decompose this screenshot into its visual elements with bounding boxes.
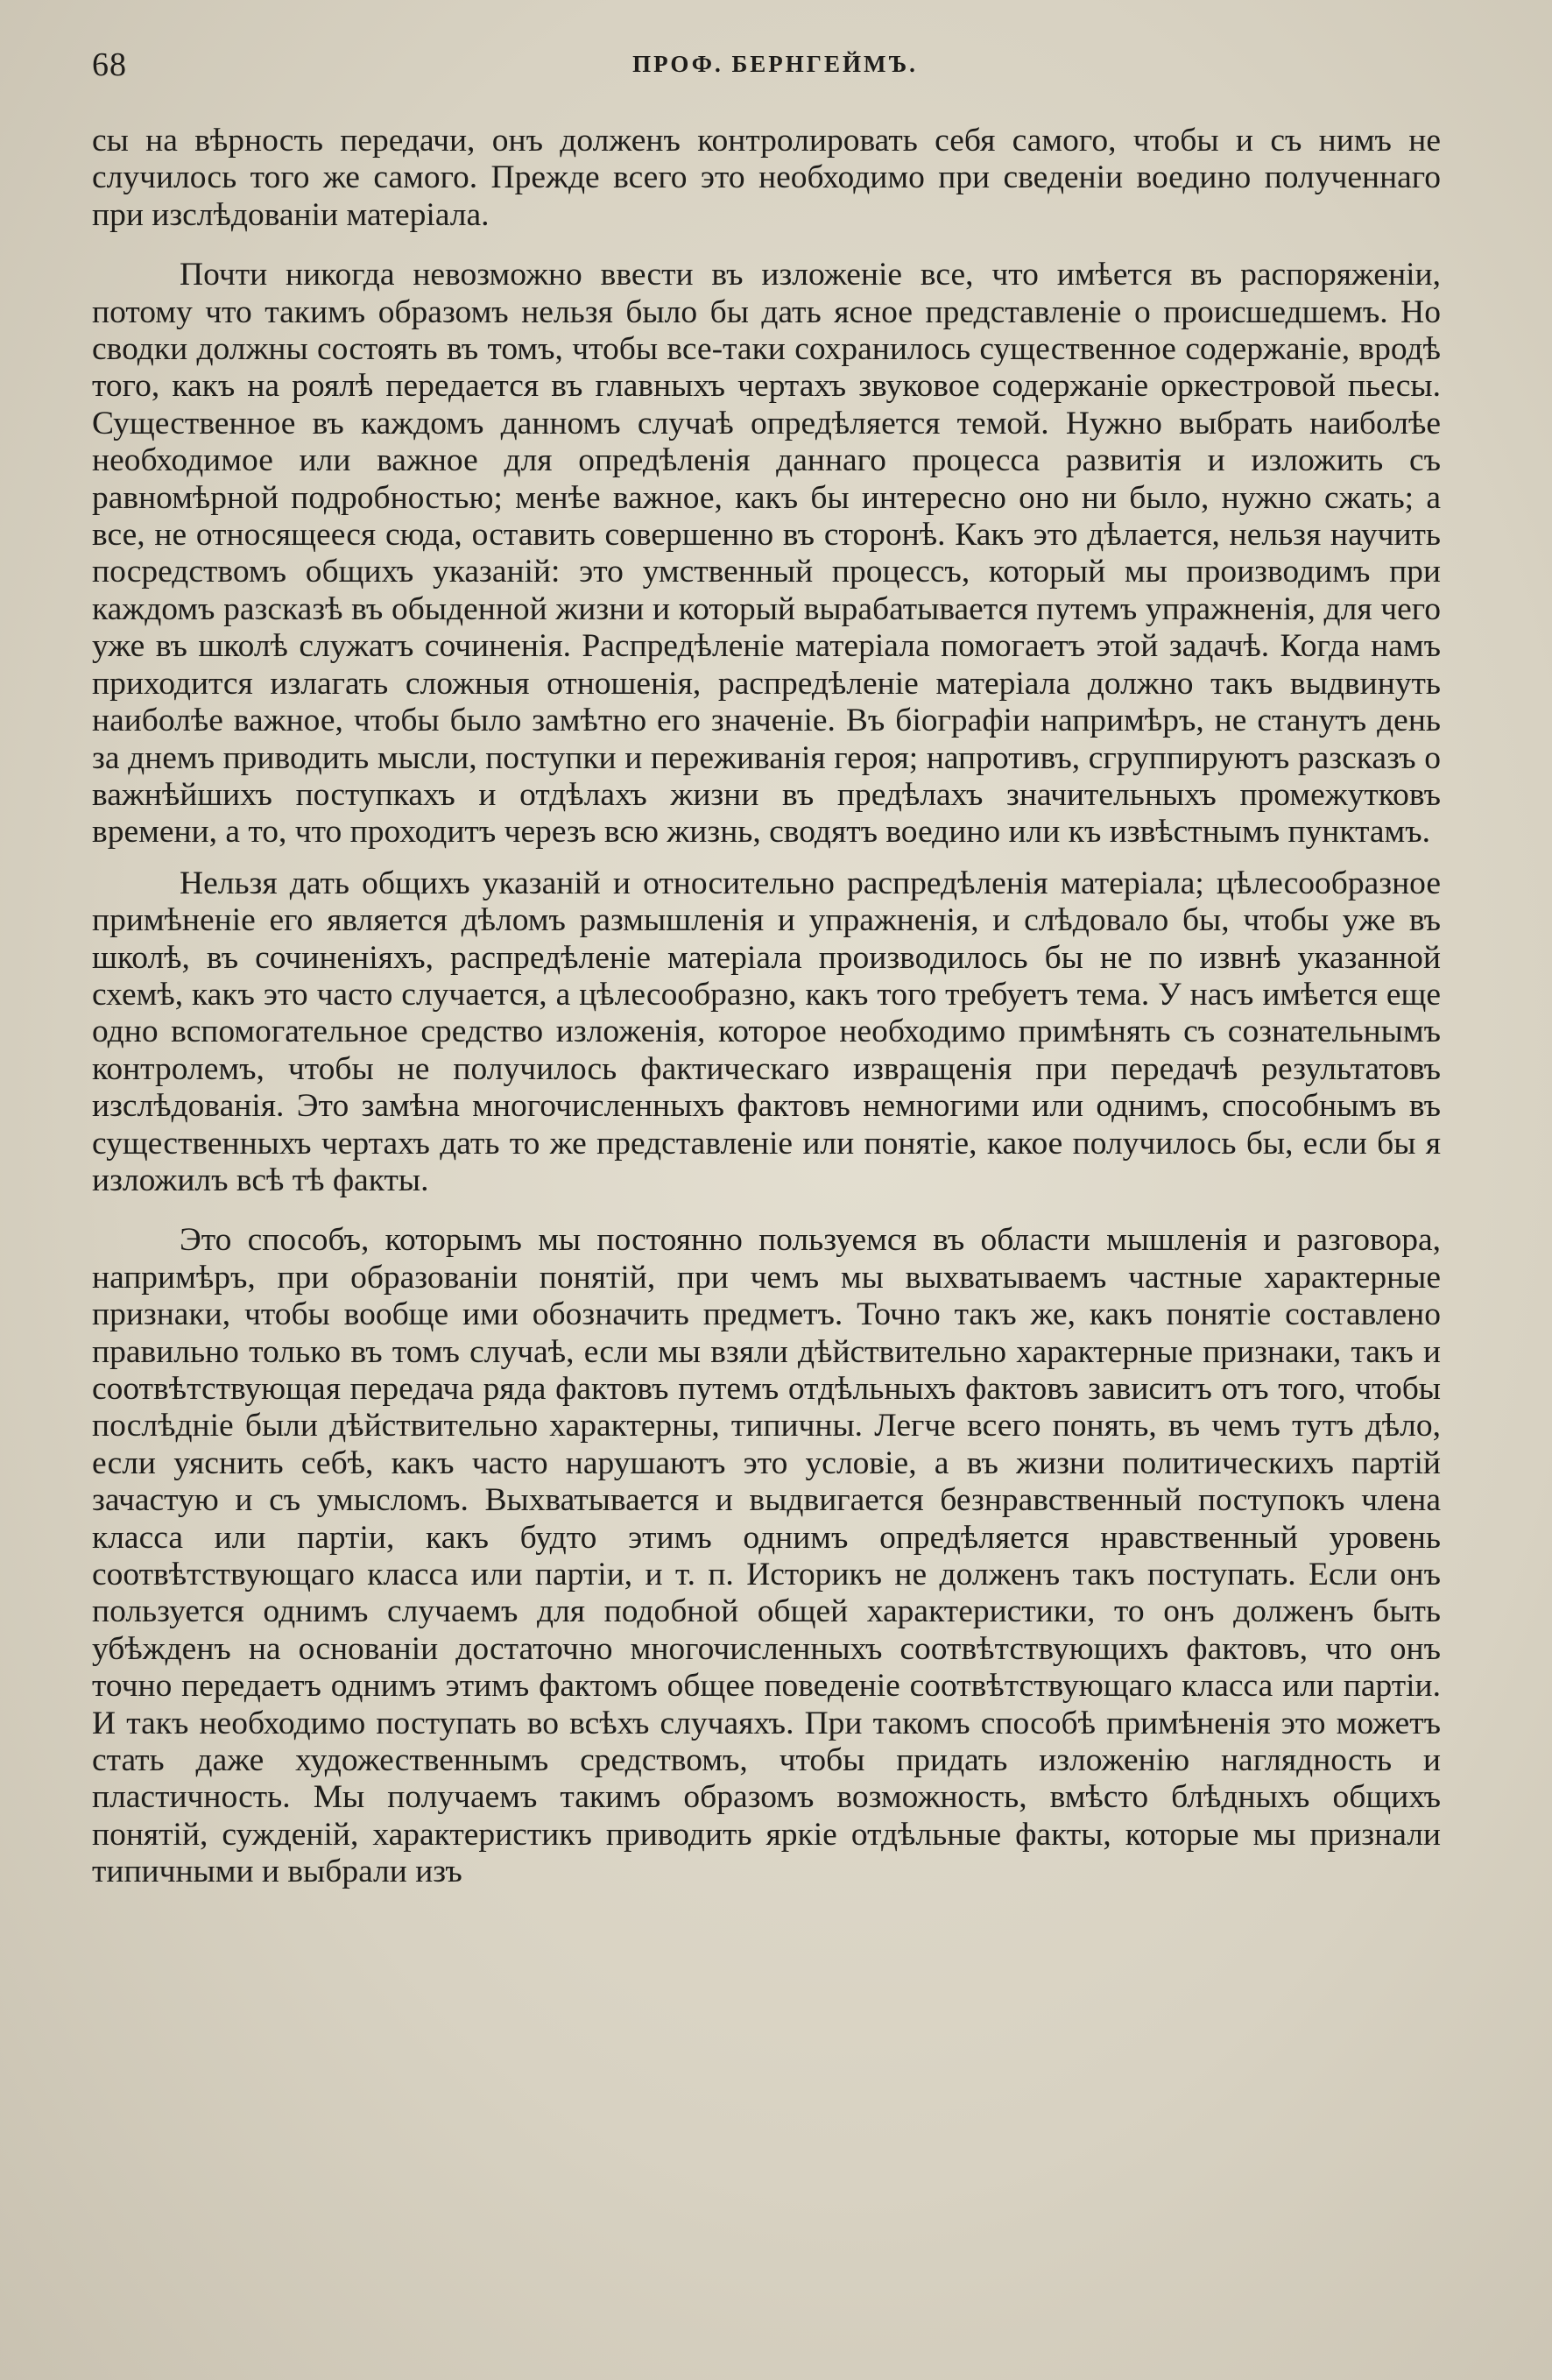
running-head: ПРОФ. БЕРНГЕЙМЪ. [632,51,918,77]
paragraph-4: Это способъ, которымъ мы постоянно пользуемся въ области мышленія и разговора, напримѣръ, при образованіи понятій, при чемъ мы выхватываемъ частные характерные признаки, чтобы вообще ими обозначить предметъ. Точно такъ же, какъ понятіе составлено правильно только въ томъ случаѣ, если мы взяли дѣйствительно характерные признаки, такъ и соотвѣтствующая передача ряда фактовъ путемъ отдѣльныхъ фактовъ зависитъ отъ того, чтобы послѣдніе были дѣйствительно характерны, типичны. Легче всего понять, въ чемъ тутъ дѣло, если уяснить себѣ, какъ часто нарушаютъ это условіе, а въ жизни политическихъ партій зачастую и съ умысломъ. Выхватывается и выдвигается безнравственный поступокъ члена класса или партіи, какъ будто этимъ однимъ опредѣляется нравственный уровень соотвѣтствующаго класса или партіи, и т. п. Историкъ не долженъ такъ поступать. Если онъ пользуется однимъ случаемъ для подобной общей характеристики, то онъ долженъ быть убѣжденъ на основаніи достаточно многочисленныхъ соотвѣтствующихъ фактовъ, что онъ точно передаетъ однимъ этимъ фактомъ общее поведеніе соотвѣтствующаго класса или партіи. И такъ необходимо поступать во всѣхъ случаяхъ. При такомъ способѣ примѣненія это можетъ стать даже художественнымъ средствомъ, чтобы придать изложенію наглядность и пластичность. Мы получаемъ такимъ образомъ возможность, вмѣсто блѣдныхъ общихъ понятій, сужденій, характеристикъ приводить яркіе отдѣльные факты, которые мы признали типичными и выбрали изъ [92,1222,1441,1890]
page-header [92,46,1458,89]
paragraph-3: Нельзя дать общихъ указаній и относительно распредѣленія матеріала; цѣлесообразное примѣненіе его является дѣломъ размышленія и упражненія, и слѣдовало бы, чтобы уже въ школѣ, въ сочиненіяхъ, распредѣленіе матеріала производилось бы не по извнѣ указанной схемѣ, какъ это часто случается, а цѣлесообразно, какъ того требуетъ тема. У насъ имѣется еще одно вспомогательное средство изложенія, которое необходимо примѣнять съ сознательнымъ контролемъ, чтобы не получилось фактическаго извращенія при передачѣ результатовъ изслѣдованія. Это замѣна многочисленныхъ фактовъ немногими или однимъ, способнымъ въ существенныхъ чертахъ дать то же представленіе или понятіе, какое получилось бы, если бы я изложилъ всѣ тѣ факты. [92,865,1441,1198]
page-number: 68 [92,46,127,83]
body-text [92,123,1441,1891]
paragraph-1: сы на вѣрность передачи, онъ долженъ контролировать себя самого, чтобы и съ нимъ не случилось того же самого. Прежде всего это необходимо при сведеніи воедино полученнаго при изслѣдованіи матеріала. [92,123,1441,233]
paragraph-2: Почти никогда невозможно ввести въ изложеніе все, что имѣется въ распоряженіи, потому что такимъ образомъ нельзя было бы дать ясное представленіе о происшедшемъ. Но сводки должны состоять въ томъ, чтобы все-таки сохранилось существенное содержаніе, вродѣ того, какъ на роялѣ передается въ главныхъ чертахъ звуковое содержаніе оркестровой пьесы. Существенное въ каждомъ данномъ случаѣ опредѣляется темой. Нужно выбрать наиболѣе необходимое или важное для опредѣленія даннаго процесса развитія и изложить съ равномѣрной подробностью; менѣе важное, какъ бы интересно оно ни было, нужно сжать; а все, не относящееся сюда, оставить совершенно въ сторонѣ. Какъ это дѣлается, нельзя научить посредствомъ общихъ указаній: это умственный процессъ, который мы производимъ при каждомъ разсказѣ въ обыденной жизни и который вырабатывается путемъ упражненія, для чего уже въ школѣ служатъ сочиненія. Распредѣленіе матеріала помогаетъ этой задачѣ. Когда намъ приходится излагать сложныя отношенія, распредѣленіе матеріала должно такъ выдвинуть наиболѣе важное, чтобы было замѣтно его значеніе. Въ біографіи напримѣръ, не станутъ день за днемъ приводить мысли, поступки и переживанія героя; напротивъ, сгруппируютъ разсказъ о важнѣйшихъ поступкахъ и отдѣлахъ жизни въ предѣлахъ значительныхъ промежутковъ времени, а то, что проходитъ черезъ всю жизнь, сводятъ воедино или къ извѣстнымъ пунктамъ. [92,257,1441,851]
